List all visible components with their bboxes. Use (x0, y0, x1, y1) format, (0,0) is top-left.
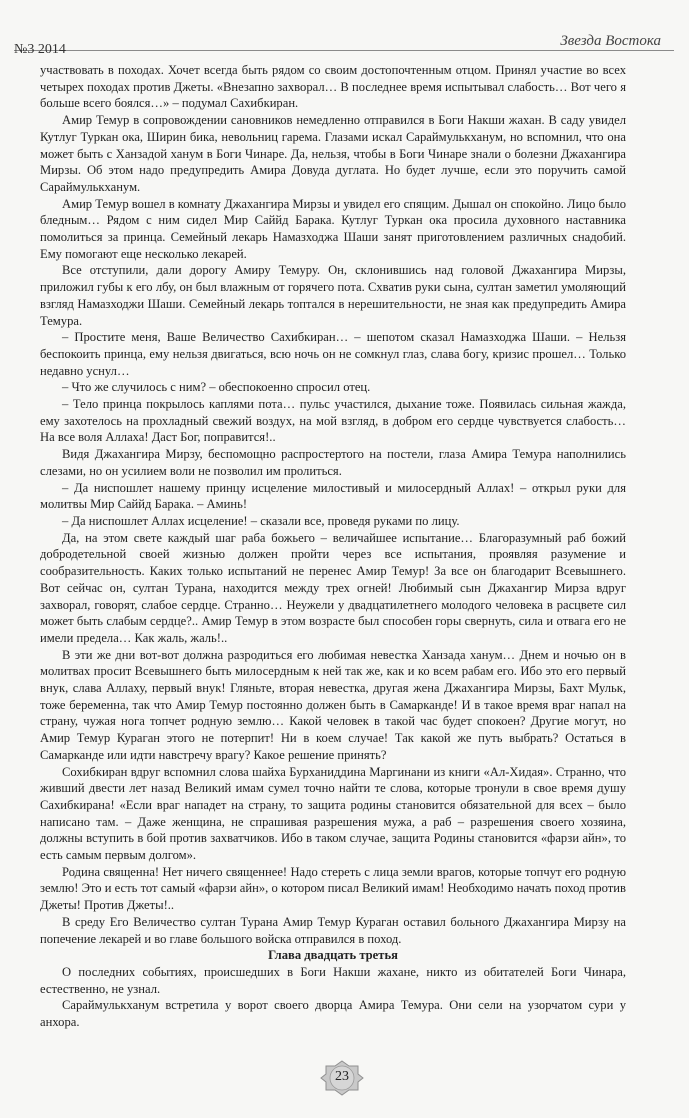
paragraph: В среду Его Величество султан Турана Амир Темур Кураган оставил больного Джахангира Мирзу на попечение лекарей и во главе большого войска отправился в поход. (40, 914, 626, 946)
paragraph: участвовать в походах. Хочет всегда быть рядом со своим достопочтенным отцом. Принял участие во всех четырех походах против Джеты. «Внезапно захворал… В последнее время испытывал слабость… Вот чего я больше всего боялся…» – подумал Сахибкиран. (40, 63, 626, 111)
paragraph: – Да ниспошлет Аллах исцеление! – сказали все, проведя руками по лицу. (62, 513, 460, 528)
paragraph: Родина священна! Нет ничего священнее! Надо стереть с лица земли врагов, которые топчут его родную землю! Это и есть тот самый «фарзи айн», о котором писал Великий имам! Необходимо начать поход против Джеты! Против Джеты!.. (40, 864, 626, 913)
paragraph: О последних событиях, происшедших в Боги Накши жахане, никто из обитателей Боги Чинара, естественно, не узнал. (40, 964, 626, 996)
paragraph: В эти же дни вот-вот должна разродиться его любимая невестка Ханзада ханум… Днем и ночью он в молитвах просит Всевышнего быть милосердным к ней так же, как и ко всем рабам его. Ибо это его первый внук, слава Аллаху, первый внук! Гляньте, вторая невестка, другая жена Джахангира Мирзы, Бахт Мульк, тоже беременна, так что Амир Темур постоянно должен быть в Самарканде! И в такое время враг напал на страну, чужая нога топчет родную землю… Какой человек в такой час будет спокоен? Другие могут, но Амир Темур Кураган этого не потерпит! Ни в коем случае! Так какой же путь выбрать? Остаться в Самарканде или идти навстречу врагу? Какое решение принять? (40, 647, 626, 762)
paragraph: – Да ниспошлет нашему принцу исцеление милостивый и милосердный Аллах! – открыл руки для молитвы Мир Саййд Барака. – Аминь! (40, 480, 626, 512)
paragraph: Сохибкиран вдруг вспомнил слова шайха Бурханиддина Маргинани из книги «Ал-Хидая». Странно, что живший двести лет назад Великий имам сумел точно найти те слова, которые тронули в свое время душу Сахибкирана! «Если враг нападет на страну, то защита родины становится обязательной для всех – было написано там. – Даже женщина, не спрашивая разрешения мужа, а раб – разрешения своего хозяина, должны вступить в бой против захватчиков. Ибо в таком случае, защита Родины становится «фарзи айн», то есть самым первым долгом». (40, 764, 626, 863)
paragraph: Видя Джахангира Мирзу, беспомощно распростертого на постели, глаза Амира Темура наполнились слезами, но он усилием воли не позволил им пролиться. (40, 447, 626, 478)
header-rule (14, 50, 674, 51)
paragraph: – Тело принца покрылось каплями пота… пульс участился, дыхание тоже. Появилась сильная жажда, ему захотелось на прохладный свежий воздух, на мой взгляд, в добром его сердце чувствуется слабость… На все воля Аллаха! Даст Бог, поправится!.. (40, 397, 626, 445)
page-number: 23 (335, 1069, 349, 1084)
article-body (40, 62, 626, 1031)
issue-number: №3 2014 (14, 42, 66, 57)
chapter-title: Глава двадцать третья (268, 948, 398, 963)
page-number-badge (320, 1060, 364, 1096)
paragraph: Все отступили, дали дорогу Амиру Темуру. Он, склонившись над головой Джахангира Мирзы, приложил губы к его лбу, он был влажным от горячего пота. Схватив руки сына, султан заметил умоляющий взгляд Намазходжи Шаши. Семейный лекарь топтался в нерешительности, не зная как предупредить Амира Темура. (40, 263, 626, 328)
paragraph: Да, на этом свете каждый шаг раба божьего – величайшее испытание… Благоразумный раб божий добродетельной своей жизнью должен пройти через все испытания, проявляя разумение и сообразительность. Каких только испытаний не перенес Амир Темур! За все он благодарит Всевышнего. Вот сейчас он, султан Турана, находится между трех огней! Любимый сын Джахангир Мирза вдруг захворал, говорят, слабое сердце. Странно… Неужели у двадцатилетнего молодого человека в расцвете сил может быть слабым сердце?.. Амир Темур в этом возрасте был способен горы свернуть, сила и отвага его не имели предела… Как жаль, жаль!.. (40, 530, 626, 645)
paragraph: Амир Темур вошел в комнату Джахангира Мирзы и увидел его спящим. Дышал он спокойно. Лицо было бледным… Рядом с ним сидел Мир Саййд Барака. Кутлуг Туркан ока просила духовного наставника помолиться за принца. Семейный лекарь Намазходжа Шаши занят приготовлением различных снадобий. Ему помогают еще несколько лекарей. (40, 196, 626, 261)
paragraph: – Что же случилось с ним? – обеспокоенно спросил отец. (62, 380, 371, 395)
paragraph: Амир Темур в сопровождении сановников немедленно отправился в Боги Накши жахан. В саду увидел Кутлуг Туркан ока, Ширин бика, невольниц гарема. Глазами искал Сараймулькханум, но вспомнил, что она может быть с Ханзадой ханум в Боги Чинаре. Да, нельзя, чтобы в Боги Чинаре знали о болезни Джахангира Мирзы. Об этом надо предупредить Амира Довуда дуглата. Но будет лучше, если это поручить самой Сараймулькханум. (40, 113, 626, 194)
journal-title: Звезда Востока (560, 33, 661, 49)
paragraph: Сараймулькханум встретила у ворот своего дворца Амира Темура. Они сели на узорчатом сури у анхора. (40, 998, 626, 1030)
paragraph: – Простите меня, Ваше Величество Сахибкиран… – шепотом сказал Намазходжа Шаши. – Нельзя беспокоить принца, ему нельзя двигаться, всю ночь он не сомкнул глаз, слава богу, кризис прошел… Только недавно уснул… (40, 330, 626, 378)
